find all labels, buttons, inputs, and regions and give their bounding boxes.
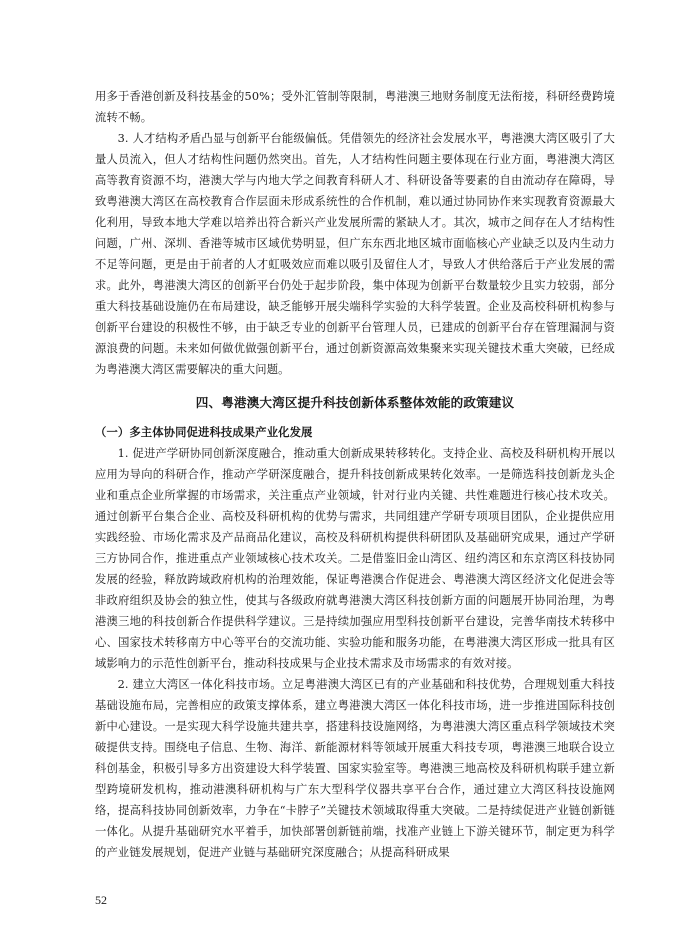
page-number: 52	[95, 893, 107, 907]
page-content	[95, 86, 615, 863]
section-heading: 四、粤港澳大湾区提升科技创新体系整体效能的政策建议	[195, 395, 515, 410]
paragraph-continued: 用多于香港创新及科技基金的50%；受外汇管制等限制，粤港澳三地财务制度无法衔接，科研经费跨境流转不畅。	[95, 90, 615, 124]
paragraph-point-1: 1. 促进产学研协同创新深度融合，推动重大创新成果转移转化。支持企业、高校及科研机构开展以应用为导向的科研合作，推动产学研深度融合，提升科技创新成果转化效率。一是筛选科技创新龙头企业和重点企业所掌握的市场需求，关注重点产业领域，针对行业内关键、共性难题进行核心技术攻关。通过创新平台集合企业、高校及科研机构的优势与需求，共同组建产学研专项项目团队，企业提供应用实践经验、市场化需求及产品商品化建议，高校及科研机构提供科研团队及基础研究成果，通过产学研三方协同合作，推进重点产业领域核心技术攻关。二是借鉴旧金山湾区、纽约湾区和东京湾区科技协同发展的经验，释放跨域政府机构的治理效能，保证粤港澳合作促进会、粤港澳大湾区经济文化促进会等非政府组织及协会的独立性，使其与各级政府就粤港澳大湾区科技创新方面的问题展开协同治理，为粤港澳三地的科技创新合作提供科学建议。三是持续加强应用型科技创新平台建设，完善华南技术转移中心、国家技术转移南方中心等平台的交流功能、实验功能和服务功能，在粤港澳大湾区形成一批具有区域影响力的示范性创新平台，推动科技成果与企业技术需求及市场需求的有效对接。	[95, 447, 615, 670]
subsection-heading: （一）多主体协同促进科技成果产业化发展	[95, 426, 313, 439]
paragraph-point-2: 2. 建立大湾区一体化科技市场。立足粤港澳大湾区已有的产业基础和科技优势，合理规划重大科技基础设施布局，完善相应的政策支撑体系，建立粤港澳大湾区一体化科技市场，进一步推进国际科技创新中心建设。一是实现大科学设施共建共享，搭建科技设施网络，为粤港澳大湾区重点科学领域技术突破提供支持。围绕电子信息、生物、海洋、新能源材料等领域开展重大科技专项，粤港澳三地联合设立科创基金，积极引导多方出资建设大科学装置、国家实验室等。粤港澳三地高校及科研机构联手建立新型跨境研发机构，推动港澳科研机构与广东大型科学仪器共享平台合作，通过建立大湾区科技设施网络，提高科技协同创新效率，力争在“卡脖子”关键技术领域取得重大突破。二是持续促进产业链创新链一体化。从提升基础研究水平着手，加快部署创新链前端，找准产业链上下游关键环节，制定更为科学的产业链发展规划，促进产业链与基础研究深度融合；从提高科研成果	[95, 678, 615, 859]
paragraph-talent-structure: 3. 人才结构矛盾凸显与创新平台能级偏低。凭借领先的经济社会发展水平，粤港澳大湾区吸引了大量人员流入，但人才结构性问题仍然突出。首先，人才结构性问题主要体现在行业方面，粤港澳大湾区高等教育资源不均，港澳大学与内地大学之间教育科研人才、科研设备等要素的自由流动存在障碍，导致粤港澳大湾区在高校教育合作层面未形成系统性的合作机制，难以通过协同协作来实现教育资源最大化利用，导致本地大学难以培养出符合新兴产业发展所需的紧缺人才。其次，城市之间存在人才结构性问题，广州、深圳、香港等城市区域优势明显，但广东东西北地区城市面临核心产业缺乏以及内生动力不足等问题，更是由于前者的人才虹吸效应而难以吸引及留住人才，导致人才供给落后于产业发展的需求。此外，粤港澳大湾区的创新平台仍处于起步阶段，集中体现为创新平台数量较少且实力较弱，部分重大科技基础设施仍在布局建设，缺乏能够开展尖端科学实验的大科学装置。企业及高校科研机构参与创新平台建设的积极性不够，由于缺乏专业的创新平台管理人员，已建成的创新平台存在管理漏洞与资源浪费的问题。未来如何做优做强创新平台，通过创新资源高效集聚来实现关键技术重大突破，已经成为粤港澳大湾区需要解决的重大问题。	[95, 132, 615, 376]
